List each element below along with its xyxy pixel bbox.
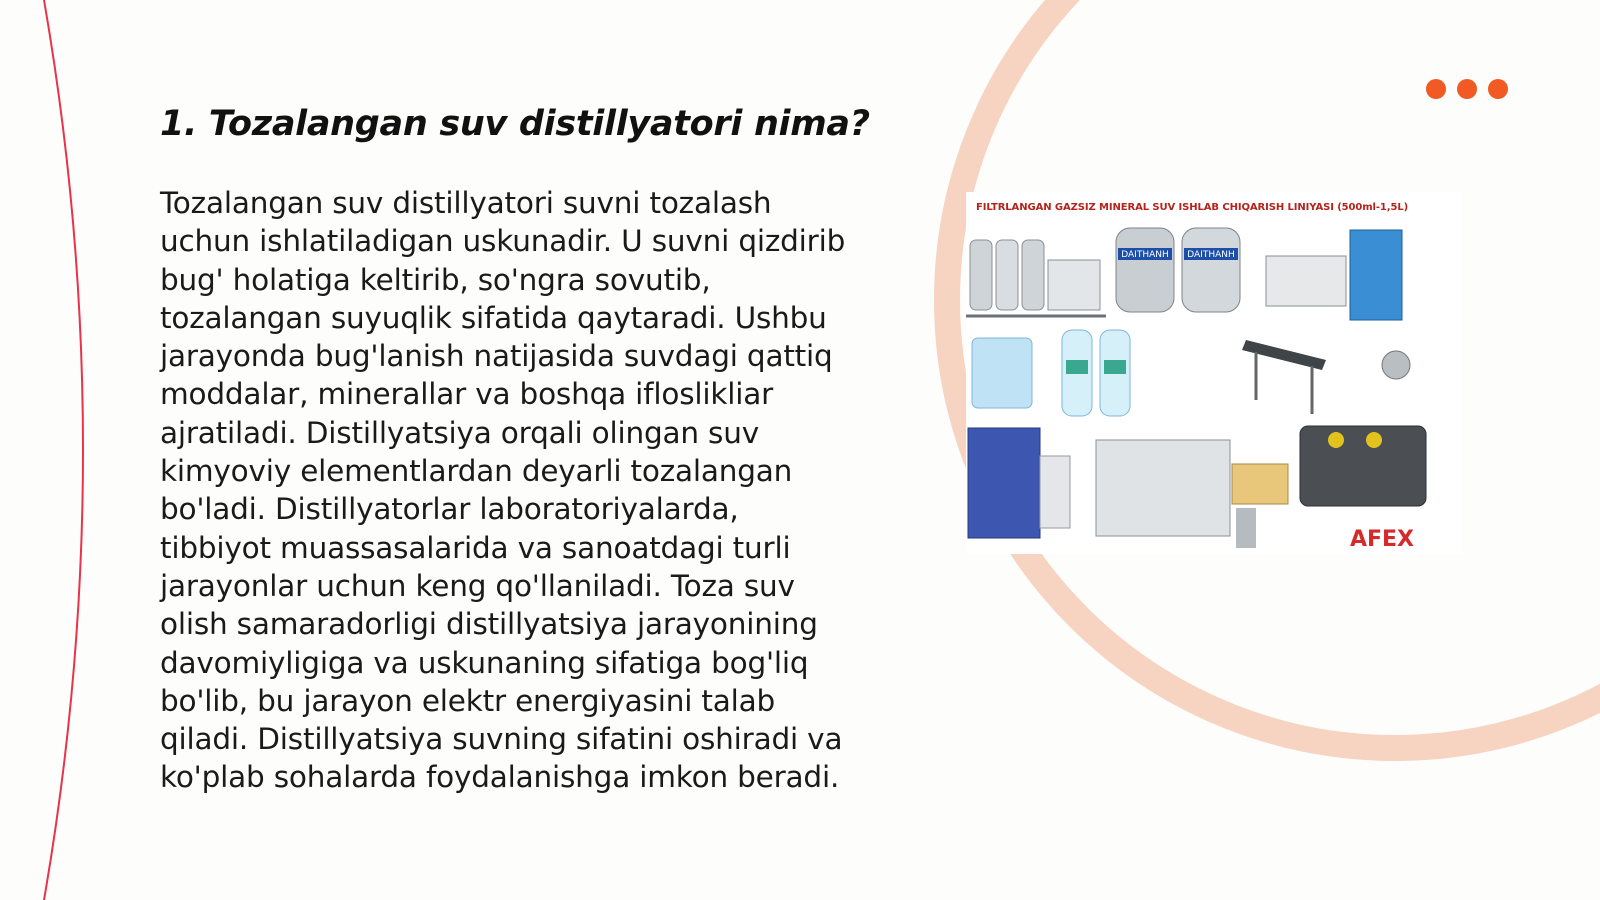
stainless-tanks [1116,228,1240,312]
production-line-image [966,192,1462,554]
slide-title: 1. Tozalangan suv distillyatori nima? [160,104,870,144]
afex-logo: AFEX [1349,527,1415,552]
filter-tanks [966,240,1106,316]
dot-3 [1488,79,1508,99]
tank-label: DAITHANH [1121,250,1169,260]
dot-2 [1457,79,1477,99]
blow-molding-machine [968,428,1070,538]
slide-body-text: Tozalangan suv distillyatori suvni tozalash uchun ishlatiladigan uskunadir. U suvni qizdirib bug' holatiga keltirib, so'ngra sovutib, tozalangan suyuqlik sifatida qaytaradi. Ushbu jarayonda bug'lanish natijasida suvdagi qattiq moddalar, minerallar va boshqa ifloslikliar ajratiladi. Distillyatsiya orqali olingan suv kimyoviy elementlardan deyarli tozalangan bo'ladi. Distillyatorlar laboratoriyalarda, tibbiyot muassasalarida va sanoatdagi turli jarayonlar uchun keng qo'llaniladi. Toza suv olish samaradorligi distillyatsiya jarayonining davomiyligiga va uskunaning sifatiga bog'liq bo'lib, bu jarayon elektr energiyasini talab qiladi. Distillyatsiya suvning sifatini oshiradi va ko'plab sohalarda foydalanishga imkon beradi. [160,186,846,795]
equipment-illustration [966,220,1462,554]
filling-machine [1096,440,1288,548]
tank-label: DAITHANH [1187,250,1235,260]
image-caption: FILTRLANGAN GAZSIZ MINERAL SUV ISHLAB CHIQARISH LINIYASI (500ml-1,5L) [976,202,1409,213]
dot-1 [1426,79,1446,99]
left-accent-line [44,0,83,900]
wrapping-machine [1266,230,1402,320]
more-dots-icon [1426,79,1508,99]
bottle-packs [972,330,1130,416]
compressor [1300,426,1426,506]
conveyor [1242,340,1410,414]
